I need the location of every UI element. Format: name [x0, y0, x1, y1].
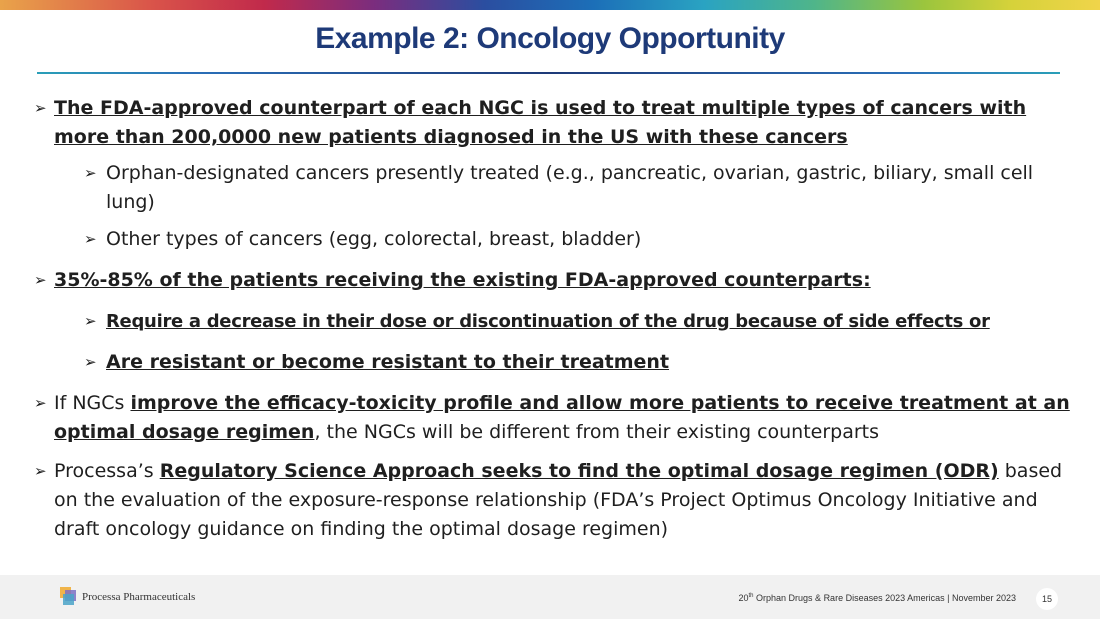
bullet-3-text-pre: If NGCs: [54, 392, 131, 414]
slide-footer: [0, 575, 1100, 619]
bullet-2: [34, 266, 1074, 295]
slide-body: [34, 94, 1074, 544]
arrow-bullet-icon: ➢: [34, 394, 47, 412]
conference-ordinal: th: [748, 593, 754, 599]
bullet-3-text-bold: improve the efficacy-toxicity profile and allow more patients to receive treatment at an optimal dosage regimen: [54, 392, 1070, 443]
bullet-2a-text: Require a decrease in their dose or discontinuation of the drug because of side effects or: [106, 311, 990, 332]
company-name: Processa Pharmaceuticals: [82, 591, 196, 603]
bullet-3-text-post: , the NGCs will be different from their existing counterparts: [314, 421, 880, 443]
bullet-1a-text: Orphan-designated cancers presently treated (e.g., pancreatic, ovarian, gastric, biliary, small cell lung): [106, 162, 1034, 213]
conference-details: Orphan Drugs & Rare Diseases 2023 Americas | November 2023: [753, 593, 1016, 603]
conference-number: 20: [738, 593, 749, 603]
arrow-bullet-icon: ➢: [84, 164, 97, 182]
bullet-4-text-bold: Regulatory Science Approach seeks to find the optimal dosage regimen (ODR): [159, 460, 999, 482]
bullet-3: [34, 389, 1074, 447]
bullet-4: [34, 457, 1074, 544]
arrow-bullet-icon: ➢: [34, 271, 47, 289]
bullet-1b-text: Other types of cancers (egg, colorectal, breast, bladder): [106, 228, 642, 250]
bullet-1-text: The FDA-approved counterpart of each NGC is used to treat multiple types of cancers with more than 200,0000 new patients diagnosed in the US with these cancers: [54, 97, 1027, 148]
arrow-bullet-icon: ➢: [84, 312, 97, 330]
bullet-1a: [84, 159, 1074, 217]
arrow-bullet-icon: ➢: [34, 462, 47, 480]
bullet-2-text: 35%-85% of the patients receiving the existing FDA-approved counterparts:: [54, 269, 871, 291]
bullet-1: [34, 94, 1074, 152]
processa-logo-icon: [60, 587, 78, 605]
arrow-bullet-icon: ➢: [84, 230, 97, 248]
bullet-2a: [84, 307, 1074, 336]
bullet-1b: [84, 225, 1074, 254]
slide-title: Example 2: Oncology Opportunity: [315, 22, 785, 55]
arrow-bullet-icon: ➢: [84, 353, 97, 371]
top-gradient-bar: [0, 0, 1100, 10]
bullet-4-text-pre: Processa’s: [54, 460, 160, 482]
conference-info: [739, 593, 1017, 603]
bullet-2b: [84, 348, 1074, 377]
title-underline-rule: [37, 72, 1060, 74]
page-number: 15: [1036, 588, 1058, 610]
arrow-bullet-icon: ➢: [34, 99, 47, 117]
bullet-4-text-post: based on the evaluation of the exposure-response relationship (FDA’s Project Optimus Oncology Initiative and draft oncology guidance on finding the optimal dosage regimen): [54, 460, 1063, 540]
bullet-2b-text: Are resistant or become resistant to their treatment: [106, 351, 670, 373]
